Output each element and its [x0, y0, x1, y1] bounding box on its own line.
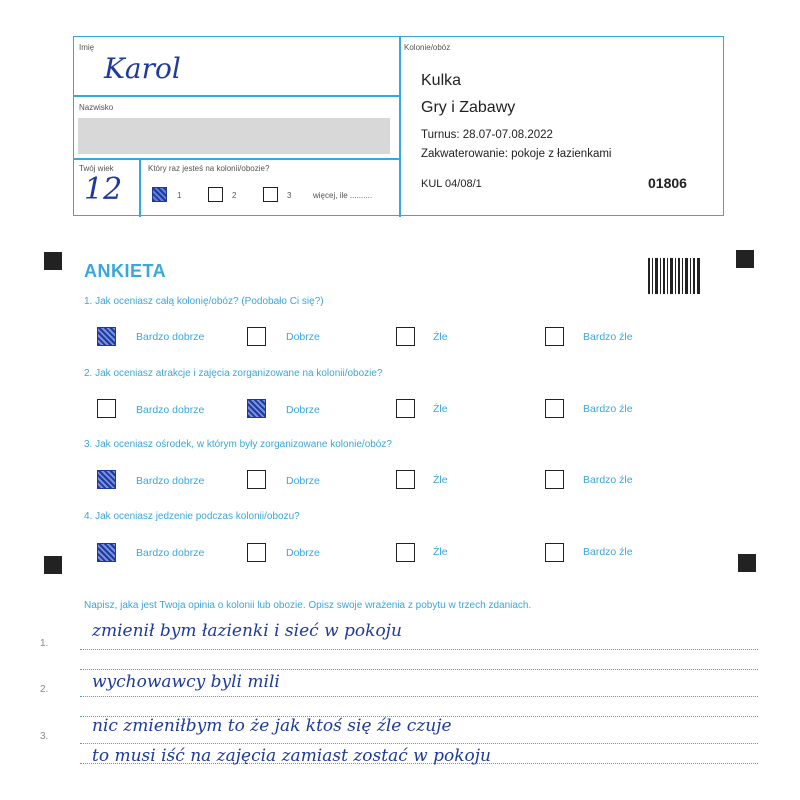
q4-option-zle-label: Źle	[433, 546, 448, 558]
question-2-text: 2. Jak oceniasz atrakcje i zajęcia zorganizowane na kolonii/obozie?	[84, 368, 383, 379]
q3-option-dobrze-label: Dobrze	[286, 475, 320, 487]
q3-option-bardzo-dobrze-checkbox[interactable]	[97, 470, 116, 489]
age-value[interactable]: 12	[84, 172, 123, 207]
q1-option-dobrze-checkbox[interactable]	[247, 327, 266, 346]
question-1-text: 1. Jak oceniasz całą kolonię/obóz? (Podobało Ci się?)	[84, 296, 324, 307]
name-value[interactable]: Karol	[104, 52, 181, 85]
question-4-text: 4. Jak oceniasz jedzenie podczas kolonii/obozu?	[84, 511, 300, 522]
opinion-line-3	[80, 743, 758, 744]
q2-option-dobrze-label: Dobrze	[286, 404, 320, 416]
q1-option-bardzo-dobrze-label: Bardzo dobrze	[136, 331, 205, 343]
surname-label: Nazwisko	[79, 103, 114, 112]
camp-name: Kulka	[421, 72, 462, 89]
opinion-prompt: Napisz, jaka jest Twoja opinia o kolonii lub obozie. Opisz swoje wrażenia z pobytu w trzech zdaniach.	[84, 600, 532, 611]
opinion-line-2	[80, 696, 758, 697]
q1-option-bardzo-zle-label: Bardzo źle	[583, 331, 633, 343]
registration-marker-bottom-left	[44, 556, 62, 574]
q1-option-bardzo-zle-checkbox[interactable]	[545, 327, 564, 346]
times-option-3: 3	[287, 191, 292, 200]
q2-option-zle-label: Źle	[433, 403, 448, 415]
q3-option-zle-checkbox[interactable]	[396, 470, 415, 489]
opinion-line-1b	[80, 669, 758, 670]
form-number: 01806	[648, 175, 687, 191]
q2-option-zle-checkbox[interactable]	[396, 399, 415, 418]
q3-option-zle-label: Źle	[433, 474, 448, 486]
barcode	[648, 258, 700, 294]
q3-option-bardzo-dobrze-label: Bardzo dobrze	[136, 475, 205, 487]
camp-label: Kolonie/obóz	[404, 43, 451, 52]
opinion-answer-line-1[interactable]: zmienił bym łazienki i sieć w pokoju	[92, 621, 402, 641]
times-option-1: 1	[177, 191, 182, 200]
q3-option-bardzo-zle-label: Bardzo źle	[583, 474, 633, 486]
q4-option-bardzo-zle-label: Bardzo źle	[583, 546, 633, 558]
times-checkbox-2[interactable]	[208, 187, 223, 202]
question-3-text: 3. Jak oceniasz ośrodek, w którym były zorganizowane kolonie/obóz?	[84, 439, 392, 450]
times-checkbox-3[interactable]	[263, 187, 278, 202]
q2-option-bardzo-dobrze-checkbox[interactable]	[97, 399, 116, 418]
q1-option-zle-label: Źle	[433, 331, 448, 343]
opinion-line-number-3: 3.	[40, 731, 49, 742]
q2-option-bardzo-zle-checkbox[interactable]	[545, 399, 564, 418]
camp-code: KUL 04/08/1	[421, 178, 482, 190]
surname-redaction	[78, 118, 390, 154]
registration-marker-bottom-right	[738, 554, 756, 572]
registration-marker-top-left	[44, 252, 62, 270]
times-checkbox-1[interactable]	[152, 187, 167, 202]
q4-option-bardzo-zle-checkbox[interactable]	[545, 543, 564, 562]
q3-option-dobrze-checkbox[interactable]	[247, 470, 266, 489]
times-label: Który raz jesteś na kolonii/obozie?	[148, 164, 270, 173]
q4-option-dobrze-checkbox[interactable]	[247, 543, 266, 562]
opinion-line-1	[80, 649, 758, 650]
q2-option-dobrze-checkbox[interactable]	[247, 399, 266, 418]
q4-option-zle-checkbox[interactable]	[396, 543, 415, 562]
camp-turnus: Turnus: 28.07-07.08.2022	[421, 129, 553, 141]
q4-option-dobrze-label: Dobrze	[286, 547, 320, 559]
camp-program: Gry i Zabawy	[421, 99, 516, 116]
opinion-answer-line-3[interactable]: nic zmieniłbym to że jak ktoś się źle czuje	[92, 716, 452, 736]
q2-option-bardzo-dobrze-label: Bardzo dobrze	[136, 404, 205, 416]
q1-option-dobrze-label: Dobrze	[286, 331, 320, 343]
q1-option-bardzo-dobrze-checkbox[interactable]	[97, 327, 116, 346]
opinion-answer-line-2[interactable]: wychowawcy byli mili	[92, 672, 280, 692]
age-label: Twój wiek	[79, 164, 114, 173]
survey-title: ANKIETA	[84, 261, 167, 281]
q4-option-bardzo-dobrze-label: Bardzo dobrze	[136, 547, 205, 559]
opinion-line-number-1: 1.	[40, 638, 49, 649]
opinion-line-number-2: 2.	[40, 684, 49, 695]
times-option-2: 2	[232, 191, 237, 200]
q2-option-bardzo-zle-label: Bardzo źle	[583, 403, 633, 415]
q3-option-bardzo-zle-checkbox[interactable]	[545, 470, 564, 489]
name-label: Imię	[79, 43, 95, 52]
q1-option-zle-checkbox[interactable]	[396, 327, 415, 346]
opinion-answer-line-4[interactable]: to musi iść na zajęcia zamiast zostać w pokoju	[92, 746, 491, 766]
times-option-more: więcej, ile ..........	[313, 191, 373, 200]
q4-option-bardzo-dobrze-checkbox[interactable]	[97, 543, 116, 562]
registration-marker-top-right	[736, 250, 754, 268]
camp-accommodation: Zakwaterowanie: pokoje z łazienkami	[421, 148, 612, 160]
